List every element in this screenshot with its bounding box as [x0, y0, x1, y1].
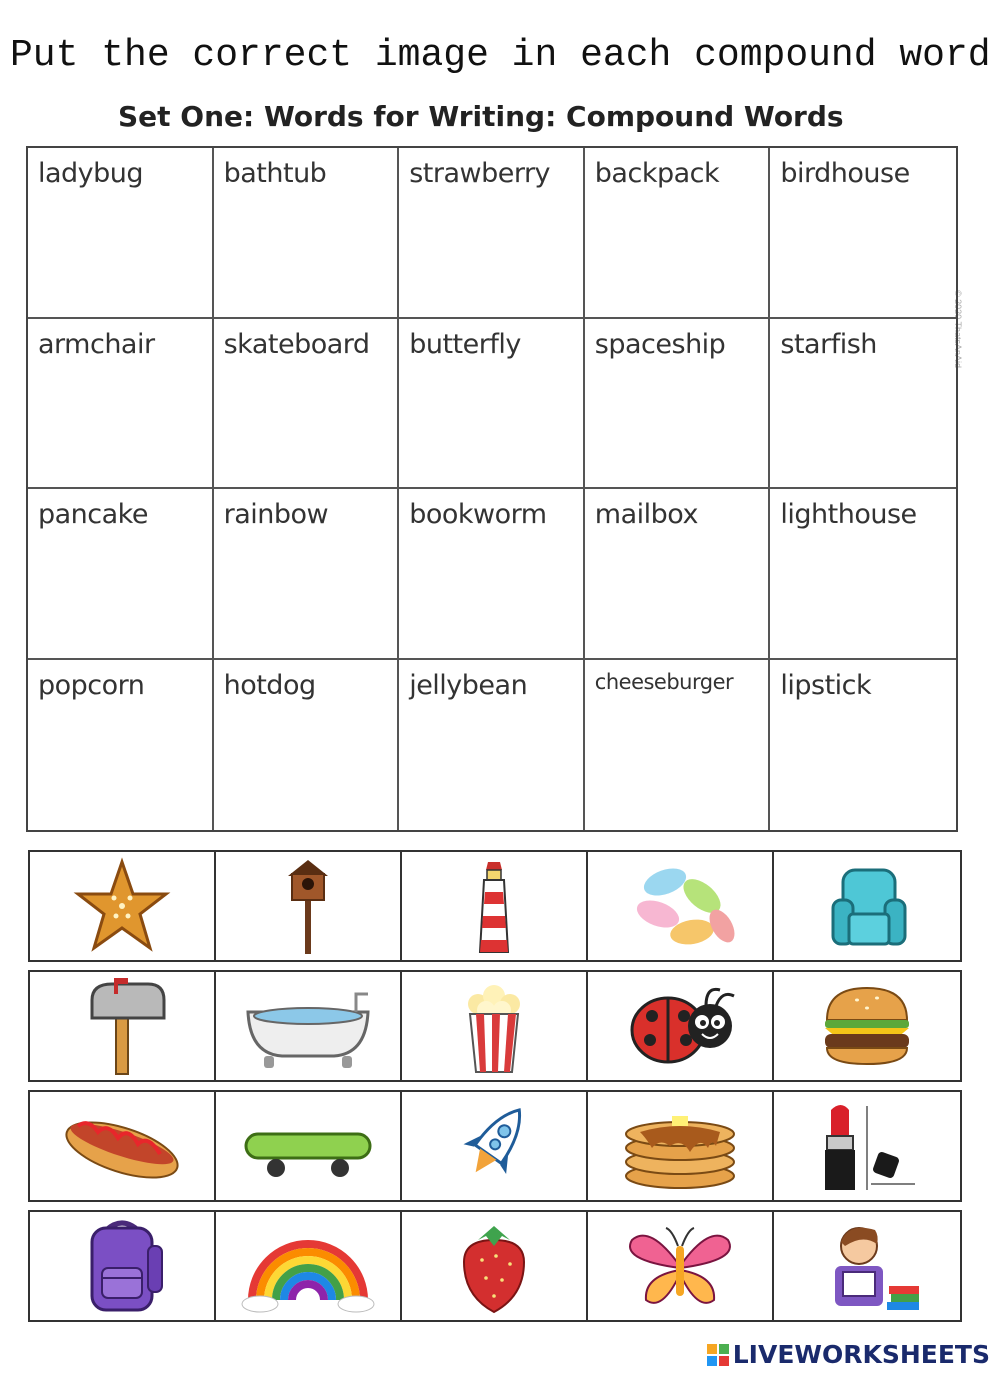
drop-cell-jellybean[interactable] — [399, 660, 585, 831]
drop-cell-hotdog[interactable] — [214, 660, 400, 831]
cheeseburger-icon — [797, 976, 937, 1076]
logo-grid-icon — [707, 1344, 729, 1366]
set-title: Set One: Words for Writing: Compound Words — [118, 100, 844, 133]
image-tile-starfish[interactable] — [30, 852, 216, 960]
image-tile-popcorn[interactable] — [402, 972, 588, 1080]
bookworm-icon — [797, 1216, 937, 1316]
word-label: ladybug — [38, 158, 144, 189]
image-tile-butterfly[interactable] — [588, 1212, 774, 1320]
image-row — [28, 1090, 962, 1202]
rainbow-icon — [238, 1216, 378, 1316]
drop-cell-mailbox[interactable] — [585, 489, 771, 660]
drop-cell-lipstick[interactable] — [770, 660, 956, 831]
image-row — [28, 850, 962, 962]
image-tile-lighthouse[interactable] — [402, 852, 588, 960]
word-label: starfish — [780, 328, 877, 360]
drop-cell-skateboard[interactable] — [214, 319, 400, 490]
word-label: lighthouse — [780, 499, 917, 530]
image-tile-jellybean[interactable] — [588, 852, 774, 960]
image-tile-bathtub[interactable] — [216, 972, 402, 1080]
image-tile-pancake[interactable] — [588, 1092, 774, 1200]
image-tile-birdhouse[interactable] — [216, 852, 402, 960]
hotdog-icon — [52, 1096, 192, 1196]
image-tile-spaceship[interactable] — [402, 1092, 588, 1200]
image-tile-hotdog[interactable] — [30, 1092, 216, 1200]
drop-cell-starfish[interactable] — [770, 319, 956, 490]
word-label: strawberry — [409, 158, 551, 189]
word-label: spaceship — [594, 328, 726, 360]
drop-cell-birdhouse[interactable] — [770, 148, 956, 319]
word-label: birdhouse — [780, 158, 910, 189]
starfish-icon — [52, 856, 192, 956]
backpack-icon — [52, 1216, 192, 1316]
bathtub-icon — [238, 976, 378, 1076]
word-label: butterfly — [409, 328, 521, 360]
word-label: popcorn — [38, 669, 145, 701]
word-label: jellybean — [409, 669, 528, 701]
jellybean-icon — [610, 856, 750, 956]
image-row — [28, 1210, 962, 1322]
drop-cell-ladybug[interactable] — [28, 148, 214, 319]
copyright-note: © 2020 ThatsAnAid — [953, 290, 963, 369]
spaceship-icon — [424, 1096, 564, 1196]
word-label: armchair — [38, 328, 155, 360]
mailbox-icon — [52, 976, 192, 1076]
image-tile-armchair[interactable] — [774, 852, 960, 960]
popcorn-icon — [424, 976, 564, 1076]
armchair-icon — [797, 856, 937, 956]
word-label: backpack — [594, 158, 720, 189]
image-tile-skateboard[interactable] — [216, 1092, 402, 1200]
word-label: mailbox — [594, 499, 698, 530]
word-label: bathtub — [223, 158, 327, 189]
drop-cell-cheeseburger[interactable] — [585, 660, 771, 831]
word-label: rainbow — [223, 499, 329, 530]
word-label: bookworm — [409, 499, 547, 530]
butterfly-icon — [610, 1216, 750, 1316]
image-tile-cheeseburger[interactable] — [774, 972, 960, 1080]
drop-cell-lighthouse[interactable] — [770, 489, 956, 660]
skateboard-icon — [238, 1096, 378, 1196]
drop-cell-rainbow[interactable] — [214, 489, 400, 660]
image-tile-strawberry[interactable] — [402, 1212, 588, 1320]
drop-cell-butterfly[interactable] — [399, 319, 585, 490]
image-tile-bookworm[interactable] — [774, 1212, 960, 1320]
pancake-icon — [610, 1096, 750, 1196]
word-label: lipstick — [780, 669, 872, 701]
image-tile-lipstick[interactable] — [774, 1092, 960, 1200]
image-tile-ladybug[interactable] — [588, 972, 774, 1080]
drop-cell-spaceship[interactable] — [585, 319, 771, 490]
ladybug-icon — [610, 976, 750, 1076]
drop-cell-backpack[interactable] — [585, 148, 771, 319]
word-label: hotdog — [223, 669, 316, 701]
drop-cell-bookworm[interactable] — [399, 489, 585, 660]
image-bank — [28, 850, 962, 1330]
image-row — [28, 970, 962, 1082]
instruction-text: Put the correct image in each compound word — [10, 34, 991, 77]
drop-cell-bathtub[interactable] — [214, 148, 400, 319]
image-tile-mailbox[interactable] — [30, 972, 216, 1080]
birdhouse-icon — [238, 856, 378, 956]
drop-cell-strawberry[interactable] — [399, 148, 585, 319]
image-tile-backpack[interactable] — [30, 1212, 216, 1320]
word-grid — [26, 146, 958, 832]
brand-name: LIVEWORKSHEETS — [732, 1340, 990, 1369]
word-label: skateboard — [223, 328, 370, 360]
strawberry-icon — [424, 1216, 564, 1316]
word-label: cheeseburger — [594, 669, 734, 694]
image-tile-rainbow[interactable] — [216, 1212, 402, 1320]
word-label: pancake — [38, 499, 148, 530]
lipstick-icon — [797, 1096, 937, 1196]
drop-cell-popcorn[interactable] — [28, 660, 214, 831]
lighthouse-icon — [424, 856, 564, 956]
drop-cell-pancake[interactable] — [28, 489, 214, 660]
liveworksheets-logo — [707, 1340, 990, 1369]
drop-cell-armchair[interactable] — [28, 319, 214, 490]
